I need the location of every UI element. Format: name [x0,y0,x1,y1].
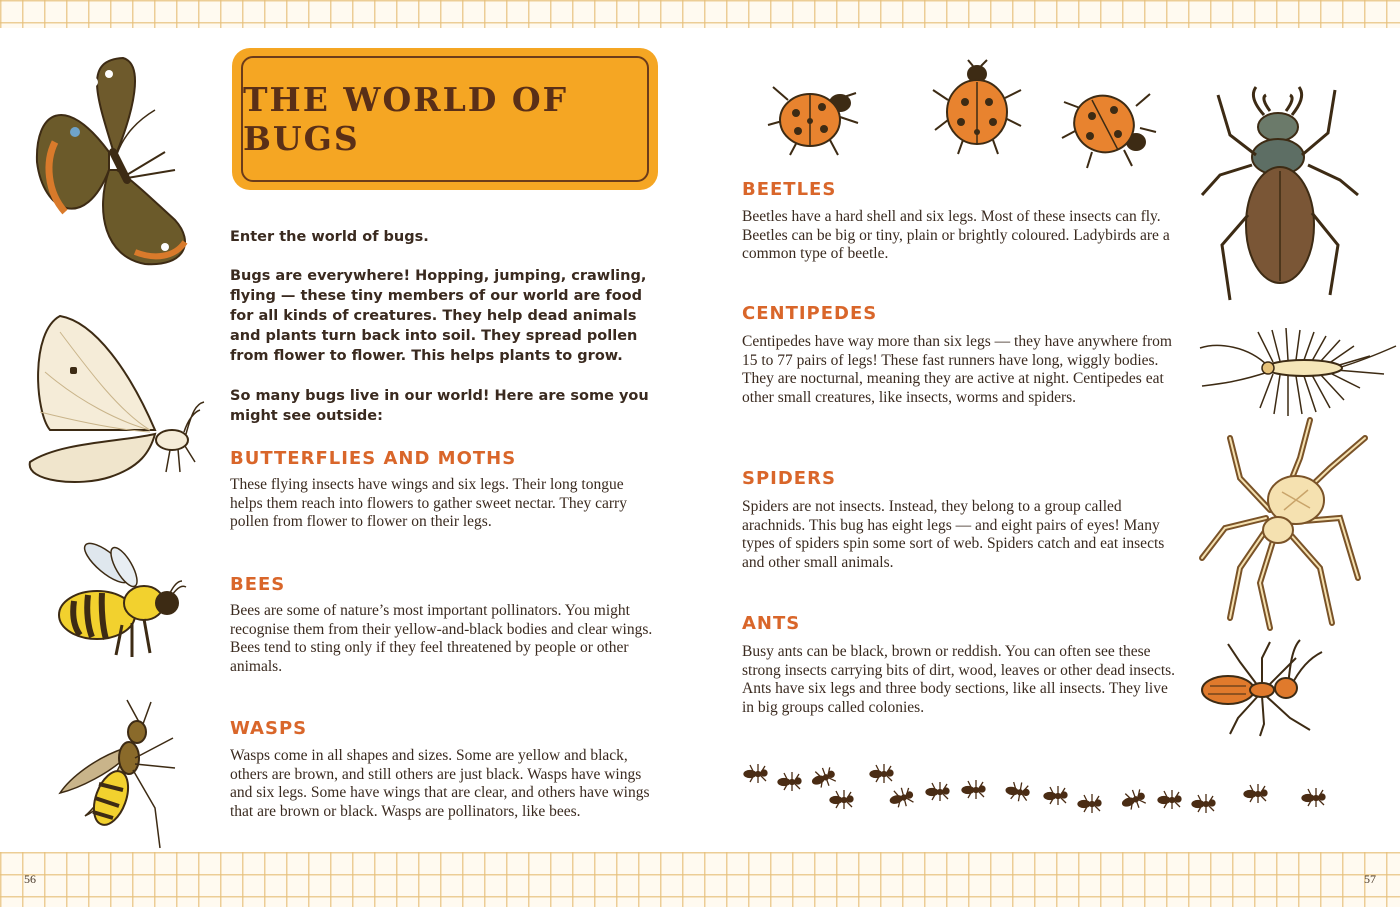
body-spiders: Spiders are not insects. Instead, they belong to a group called arachnids. This bug has eight legs — and eight pairs of eyes! Many types of spiders spin some sort of web. Spiders catch and eat insects and other small animals. [742,498,1165,571]
body-bees: Bees are some of nature’s most important pollinators. You might recognise them from their yellow-and-black bodies and clear wings. Bees tend to sting only if they feel threatened by people or other animals. [230,602,653,675]
heading-ants: ANTS [742,613,801,634]
body-butterflies: These flying insects have wings and six legs. Their long tongue helps them reach into flowers to gather sweet nectar. They carry pollen from flower to flower on their legs. [230,476,627,530]
centipede-icon [1198,326,1398,418]
body-beetles: Beetles have a hard shell and six legs. Most of these insects can fly. Beetles can be big or tiny, plain or brightly coloured. Ladybirds are a common type of beetle. [742,208,1170,262]
bottom-grid-border [0,852,1400,907]
top-grid-border [0,0,1400,28]
page-number-right: 57 [1364,872,1376,886]
bee-icon [52,535,187,670]
intro-paragraph-2: So many bugs live in our world! Here are some you might see outside: [230,388,649,424]
butterfly-icon [25,52,200,272]
body-ants: Busy ants can be black, brown or reddish. You can often see these strong insects carrying bits of dirt, wood, leaves or other dead insects. Ants have six legs and three body sections, like all insects. They live in big groups called colonies. [742,643,1176,716]
intro-line: Enter the world of bugs. [230,229,429,245]
intro-paragraph: Bugs are everywhere! Hopping, jumping, crawling, flying — these tiny members of our world are food for all kinds of creatures. They help dead animals and plants turn back into soil. They spread pollen from flower to flower. This helps plants to grow. [230,268,647,364]
ant-trail-icon [742,760,1332,815]
heading-bees: BEES [230,574,286,595]
ladybird-icon-3 [1062,80,1157,170]
ladybird-icon [768,75,868,160]
page-number-left: 56 [24,872,36,886]
page-title: THE WORLD OF BUGS [243,80,569,158]
heading-wasps: WASPS [230,718,308,739]
heading-butterflies: BUTTERFLIES AND MOTHS [230,448,517,469]
title-frame [241,56,649,182]
heading-centipedes: CENTIPEDES [742,303,878,324]
body-centipedes: Centipedes have way more than six legs — they have anywhere from 15 to 77 pairs of legs! These fast runners have long, wiggly bodies. They are nocturnal, meaning they are active at night. Centipedes eat other small creatures, like insects, worms and spiders. [742,333,1172,406]
heading-beetles: BEETLES [742,179,837,200]
heading-spiders: SPIDERS [742,468,836,489]
moth-icon [20,312,210,487]
ant-icon [1200,638,1340,738]
title-box [232,48,658,190]
body-wasps: Wasps come in all shapes and sizes. Some are yellow and black, others are brown, and still others are just black. Wasps have wings and six legs. Some have wings that are clear, and others have wings that are brown or black. Wasps are pollinators, like bees. [230,747,650,820]
ladybird-icon-2 [933,60,1023,155]
stag-beetle-icon [1200,85,1360,305]
wasp-icon [55,698,185,858]
spider-icon [1200,418,1370,628]
